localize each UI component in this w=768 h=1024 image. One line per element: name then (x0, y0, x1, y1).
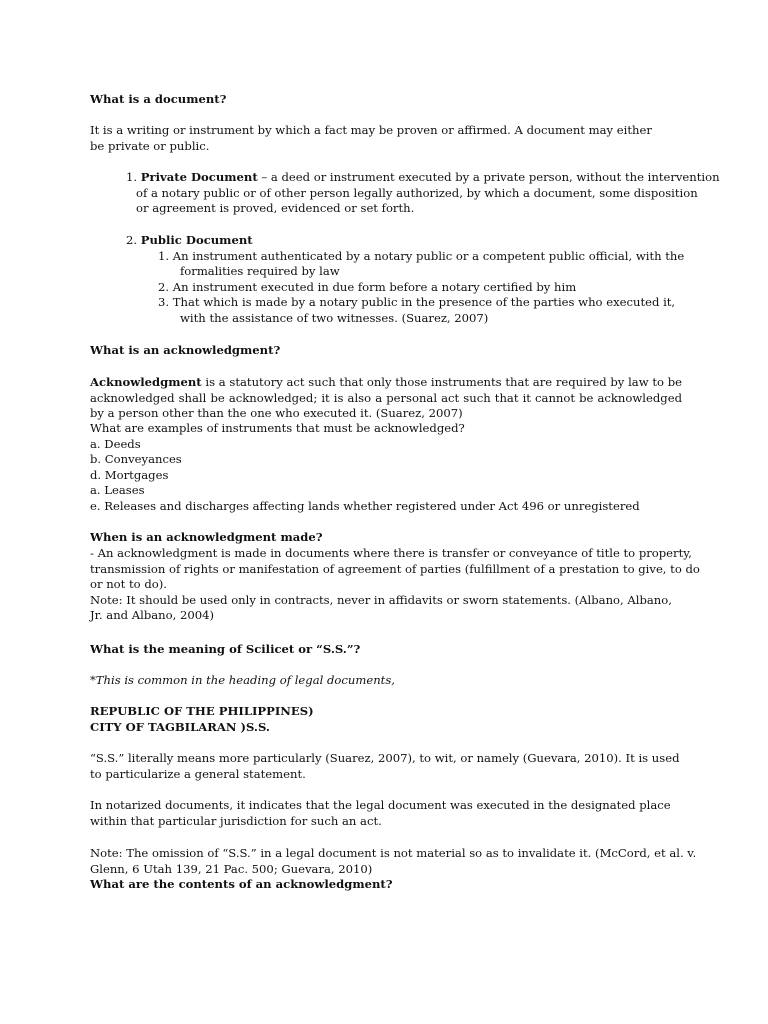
public-subitem-2-text: An instrument executed in due form before a notary certified by him (172, 279, 577, 294)
scilicet-meaning (90, 751, 682, 782)
document-definition (90, 123, 682, 154)
scilicet-italic-note: *This is common in the heading of legal documents, (90, 673, 395, 687)
scilicet-notarized (90, 798, 682, 829)
example-item: a. Deeds (90, 436, 141, 451)
public-subitem-3-text: That which is made by a notary public in the presence of the parties who executed it, (172, 295, 676, 310)
definition-line-1: It is a writing or instrument by which a fact may be proven or affirmed. A document may either (90, 123, 652, 137)
example-item: a. Leases (90, 483, 145, 498)
public-document-number: 2. (126, 233, 138, 247)
private-document-line-2: of a notary public or of other person legally authorized, by which a document, some disposition (136, 185, 698, 200)
public-subitem-1-text: An instrument authenticated by a notary public or a competent public official, with the (172, 248, 685, 263)
when-made-line-3: or not to do). (90, 577, 167, 592)
definition-line-2: be private or public. (90, 138, 210, 153)
when-made-note-1: Note: It should be used only in contracts, never in affidavits or sworn statements. (Albano, Albano, (90, 592, 672, 607)
meaning-line-1: “S.S.” literally means more particularly (Suarez, 2007), to wit, or namely (Guevara, 2010). It is used (90, 751, 680, 765)
public-document-line (90, 233, 682, 249)
private-document-term: Private Document (140, 170, 258, 184)
public-subitem-1-line-1 (90, 248, 685, 265)
scilicet-example-heading (90, 704, 682, 735)
heading-what-is-document: What is a document? (90, 92, 227, 106)
example-item: e. Releases and discharges affecting lands whether registered under Act 496 or unregistered (90, 498, 640, 513)
private-document-number: 1. (126, 170, 138, 184)
public-subitem-3-number: 3. (158, 295, 170, 310)
public-subitem-1-number: 1. (158, 248, 170, 263)
acknowledgment-definition (90, 375, 682, 422)
example-item: d. Mortgages (90, 467, 169, 482)
private-document-line-3: or agreement is proved, evidenced or set forth. (136, 201, 415, 216)
heading-what-is-acknowledgment: What is an acknowledgment? (90, 343, 281, 357)
example-item: b. Conveyances (90, 452, 182, 467)
public-document-item (90, 233, 685, 327)
public-subitem-3-line-2: with the assistance of two witnesses. (Suarez, 2007) (180, 310, 489, 325)
heading-contents: What are the contents of an acknowledgment? (90, 877, 393, 891)
when-made-line-2: transmission of rights or manifestation of agreement of parties (fulfillment of a prestation to give, to do (90, 561, 700, 576)
public-subitem-2-line-1 (90, 280, 682, 296)
acknowledgment-examples (90, 421, 682, 515)
private-document-line-1 (90, 170, 720, 186)
private-document-text-1: – a deed or instrument executed by a private person, without the intervention (257, 170, 720, 184)
acknowledgment-term: Acknowledgment (90, 375, 202, 389)
notarized-line-1: In notarized documents, it indicates that the legal document was executed in the designated place (90, 798, 671, 812)
example-city: CITY OF TAGBILARAN )S.S. (90, 719, 270, 734)
heading-when-made: When is an acknowledgment made? (90, 530, 323, 544)
notarized-line-2: within that particular jurisdiction for such an act. (90, 813, 382, 828)
when-made-body (90, 546, 700, 624)
public-document-term: Public Document (140, 233, 253, 247)
example-republic: REPUBLIC OF THE PHILIPPINES) (90, 704, 314, 718)
private-document-item (90, 170, 720, 217)
scilicet-omission-note (90, 846, 697, 877)
heading-scilicet: What is the meaning of Scilicet or “S.S.”? (90, 642, 361, 656)
public-subitem-3-line-1 (90, 295, 682, 311)
when-made-note-2: Jr. and Albano, 2004) (90, 608, 215, 623)
public-subitem-2-number: 2. (158, 279, 170, 294)
public-subitem-1-line-2: formalities required by law (180, 264, 340, 279)
meaning-line-2: to particularize a general statement. (90, 766, 306, 781)
examples-question: What are examples of instruments that must be acknowledged? (90, 421, 465, 435)
when-made-line-1: - An acknowledgment is made in documents where there is transfer or conveyance of title to property, (90, 546, 692, 560)
omission-line-2: Glenn, 6 Utah 139, 21 Pac. 500; Guevara, 2010) (90, 861, 373, 876)
acknowledgment-text: is a statutory act such that only those instruments that are required by law to be acknowledged shall be acknowledged; it is also a personal act such that it cannot be acknowledged by a person other than the one who executed it. (Suarez, 2007) (90, 375, 682, 421)
omission-line-1: Note: The omission of “S.S.” in a legal document is not material so as to invalidate it. (McCord, et al. v. (90, 846, 697, 860)
